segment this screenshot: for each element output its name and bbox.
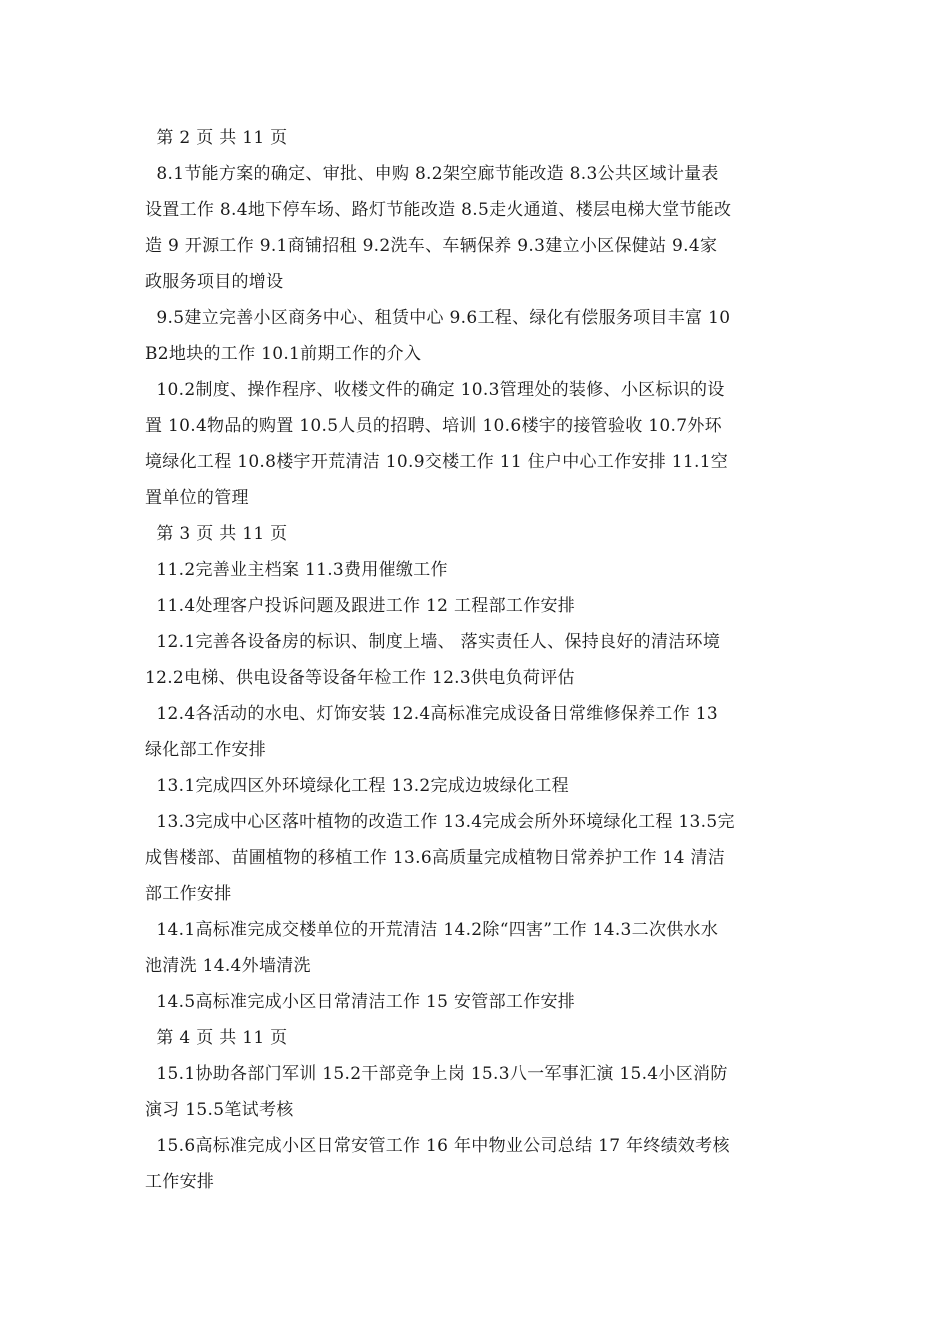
text-line: 置 10.4物品的购置 10.5人员的招聘、培训 10.6楼宇的接管验收 10.7外环 xyxy=(145,416,722,436)
text-line: 工作安排 xyxy=(145,1172,215,1192)
text-line: 10.2制度、操作程序、收楼文件的确定 10.3管理处的装修、小区标识的设 xyxy=(145,380,725,400)
text-line: 13.1完成四区外环境绿化工程 13.2完成边坡绿化工程 xyxy=(145,776,569,796)
document-body xyxy=(145,120,810,1200)
text-line: 成售楼部、苗圃植物的移植工作 13.6高质量完成植物日常养护工作 14 清洁 xyxy=(145,848,726,868)
page-number-line: 第 2 页 共 11 页 xyxy=(145,128,288,148)
text-line: 15.6高标准完成小区日常安管工作 16 年中物业公司总结 17 年终绩效考核 xyxy=(145,1136,730,1156)
page-number-line: 第 4 页 共 11 页 xyxy=(145,1028,288,1048)
text-line: 12.2电梯、供电设备等设备年检工作 12.3供电负荷评估 xyxy=(145,668,575,688)
text-line: 9.5建立完善小区商务中心、租赁中心 9.6工程、绿化有偿服务项目丰富 10 xyxy=(145,308,731,328)
text-line: 14.1高标准完成交楼单位的开荒清洁 14.2除“四害”工作 14.3二次供水水 xyxy=(145,920,719,940)
text-line: 13.3完成中心区落叶植物的改造工作 13.4完成会所外环境绿化工程 13.5完 xyxy=(145,812,735,832)
text-line: 11.4处理客户投诉问题及跟进工作 12 工程部工作安排 xyxy=(145,596,576,616)
text-line: 设置工作 8.4地下停车场、路灯节能改造 8.5走火通道、楼层电梯大堂节能改 xyxy=(145,200,732,220)
text-line: 12.4各活动的水电、灯饰安装 12.4高标准完成设备日常维修保养工作 13 xyxy=(145,704,718,724)
text-line: 造 9 开源工作 9.1商铺招租 9.2洗车、车辆保养 9.3建立小区保健站 9.4家 xyxy=(145,236,718,256)
text-line: 政服务项目的增设 xyxy=(145,272,284,292)
text-line: 绿化部工作安排 xyxy=(145,740,267,760)
text-line: 12.1完善各设备房的标识、制度上墙、 落实责任人、保持良好的清洁环境 xyxy=(145,632,721,652)
text-line: 境绿化工程 10.8楼宇开荒清洁 10.9交楼工作 11 住户中心工作安排 11.1空 xyxy=(145,452,729,472)
text-line: B2地块的工作 10.1前期工作的介入 xyxy=(145,344,422,364)
page-number-line: 第 3 页 共 11 页 xyxy=(145,524,288,544)
text-line: 11.2完善业主档案 11.3费用催缴工作 xyxy=(145,560,448,580)
text-line: 置单位的管理 xyxy=(145,488,249,508)
text-line: 部工作安排 xyxy=(145,884,232,904)
text-line: 15.1协助各部门军训 15.2干部竞争上岗 15.3八一军事汇演 15.4小区消防 xyxy=(145,1064,728,1084)
text-line: 8.1节能方案的确定、审批、申购 8.2架空廊节能改造 8.3公共区域计量表 xyxy=(145,164,719,184)
text-line: 演习 15.5笔试考核 xyxy=(145,1100,294,1120)
text-line: 池清洗 14.4外墙清洗 xyxy=(145,956,311,976)
text-line: 14.5高标准完成小区日常清洁工作 15 安管部工作安排 xyxy=(145,992,576,1012)
